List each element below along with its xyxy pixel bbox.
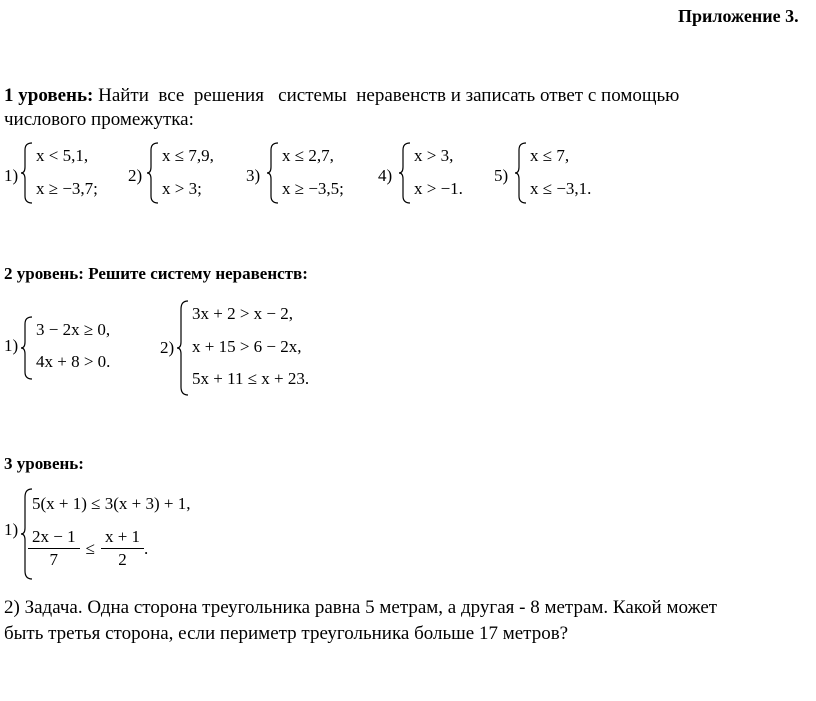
level2-system2-line3: 5x + 11 ≤ x + 23. (192, 369, 310, 388)
level2-system1-line1: 3 − 2x ≥ 0, (36, 320, 111, 339)
level2-system1-label: 1) (4, 336, 19, 355)
level1-task-line2: числового промежутка: (4, 109, 194, 130)
level1-system-line2: x ≥ −3,5; (282, 179, 344, 198)
level1-task (4, 84, 679, 108)
level3-heading: 3 уровень: (4, 454, 84, 473)
level1-system-line1: x ≤ 7, (530, 146, 570, 165)
level1-system-brace (398, 142, 412, 204)
level1-system-label: 1) (4, 166, 19, 185)
fraction-left-denominator: 7 (49, 550, 59, 569)
level2-system2-label: 2) (160, 338, 175, 357)
level1-system-line1: x < 5,1, (36, 146, 89, 165)
level3-system1-label: 1) (4, 520, 19, 539)
level1-system-brace (20, 142, 34, 204)
appendix-title: Приложение 3. (678, 6, 799, 26)
level2-system2-line2: x + 15 > 6 − 2x, (192, 337, 302, 356)
level1-system-brace (514, 142, 528, 204)
level1-task-line1: Найти все решения системы неравенств и записать ответ с помощью (98, 85, 680, 106)
level1-system-line2: x > −1. (414, 179, 463, 198)
fraction-left (28, 526, 80, 571)
level1-heading: 1 уровень: (4, 85, 94, 106)
fraction-left-numerator: 2x − 1 (28, 526, 80, 549)
level1-system-label: 2) (128, 166, 143, 185)
problem-line1: 2) Задача. Одна сторона треугольника равна 5 метрам, а другая - 8 метрам. Какой может (4, 597, 718, 618)
level2-system1-brace (20, 316, 34, 380)
level2-heading: 2 уровень: Решите систему неравенств: (4, 264, 308, 283)
line-end: . (144, 538, 149, 558)
level2-system1-line2: 4x + 8 > 0. (36, 352, 111, 371)
level1-system-line2: x ≥ −3,7; (36, 179, 98, 198)
level1-system-line1: x ≤ 7,9, (162, 146, 214, 165)
level1-system-brace (146, 142, 160, 204)
level1-system-label: 3) (246, 166, 261, 185)
level1-system-line1: x > 3, (414, 146, 454, 165)
level1-system-line2: x ≤ −3,1. (530, 179, 592, 198)
fraction-right (101, 526, 144, 571)
fraction-right-numerator: x + 1 (101, 526, 144, 549)
fraction-right-denominator: 2 (118, 550, 127, 569)
level1-system-label: 4) (378, 166, 393, 185)
level1-system-line1: x ≤ 2,7, (282, 146, 334, 165)
level2-system2-brace (176, 300, 190, 396)
level1-system-line2: x > 3; (162, 179, 202, 198)
level3-system1-line1: 5(x + 1) ≤ 3(x + 3) + 1, (32, 494, 191, 513)
relation-sign: ≤ (85, 538, 95, 558)
level2-system2-line1: 3x + 2 > x − 2, (192, 304, 294, 323)
level1-system-label: 5) (494, 166, 509, 185)
level3-system1-line2 (28, 526, 148, 571)
problem-line2: быть третья сторона, если периметр треугольника больше 17 метров? (4, 623, 569, 644)
level1-system-brace (266, 142, 280, 204)
